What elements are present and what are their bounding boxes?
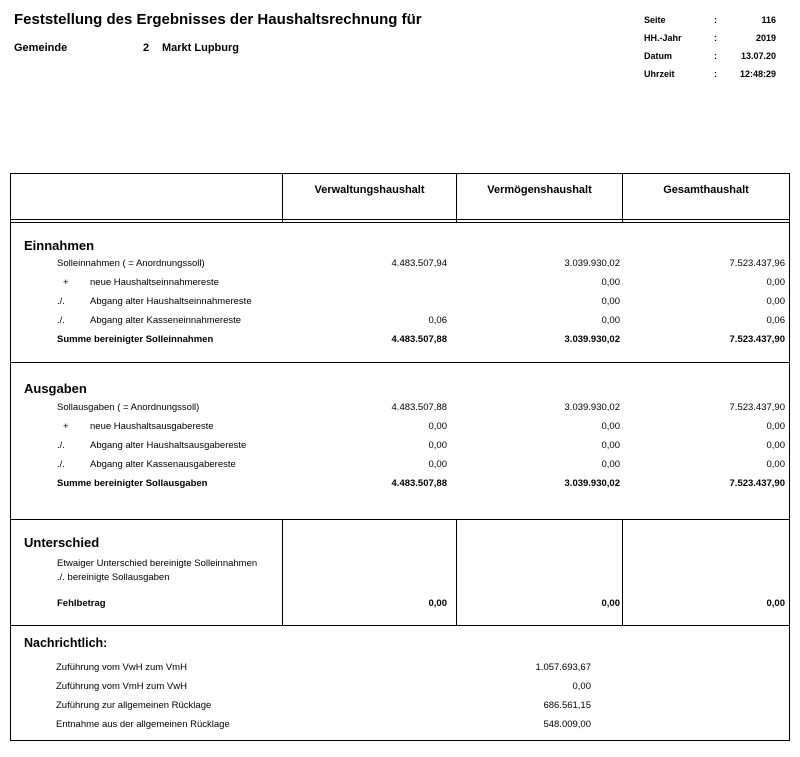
table-row: [10, 296, 790, 312]
meta-sep: :: [714, 51, 717, 61]
list-item: [10, 719, 790, 735]
value-gesamt: 0,06: [766, 315, 785, 326]
gemeinde-number: 2: [143, 42, 150, 54]
value-vermoegen: 0,00: [601, 277, 620, 288]
header-divider-double: [10, 222, 790, 223]
meta-value: 116: [761, 15, 776, 25]
value-verwaltung: 4.483.507,88: [391, 402, 447, 413]
value-verwaltung: 4.483.507,88: [391, 478, 447, 489]
gemeinde-name: Markt Lupburg: [162, 42, 239, 54]
row-value: 0,00: [572, 681, 591, 692]
table-row: [10, 277, 790, 293]
meta-key: HH.-Jahr: [644, 33, 682, 43]
value-verwaltung: 0,00: [428, 598, 447, 609]
table-row: [10, 258, 790, 274]
value-vermoegen: 3.039.930,02: [564, 402, 620, 413]
value-gesamt: 0,00: [766, 440, 785, 451]
row-label: Summe bereinigter Solleinnahmen: [57, 334, 214, 345]
value-vermoegen: 0,00: [601, 459, 620, 470]
section-divider: [10, 519, 790, 520]
table-row: [10, 315, 790, 331]
value-vermoegen: 0,00: [601, 296, 620, 307]
row-operator: ./.: [57, 459, 65, 470]
list-item: [10, 681, 790, 697]
section-divider: [10, 625, 790, 626]
list-item: [10, 662, 790, 678]
meta-seite: [644, 15, 776, 29]
value-gesamt: 0,00: [766, 598, 785, 609]
row-label: Sollausgaben ( = Anordnungssoll): [57, 402, 200, 413]
row-label: Summe bereinigter Sollausgaben: [57, 478, 208, 489]
header-divider: [10, 219, 790, 220]
value-vermoegen: 0,00: [601, 440, 620, 451]
column-divider: [282, 173, 283, 222]
row-label: Fehlbetrag: [57, 598, 106, 609]
meta-value: 12:48:29: [739, 69, 776, 79]
meta-uhrzeit: [644, 69, 776, 83]
value-verwaltung: 4.483.507,88: [391, 334, 447, 345]
section-divider: [10, 362, 790, 363]
row-label: Zuführung vom VmH zum VwH: [56, 681, 187, 692]
value-gesamt: 7.523.437,96: [729, 258, 785, 269]
table-row-fehlbetrag: [10, 598, 790, 614]
row-label: Zuführung vom VwH zum VmH: [56, 662, 187, 673]
value-gesamt: 7.523.437,90: [729, 334, 785, 345]
page-title: Feststellung des Ergebnisses der Haushaltsrechnung für: [14, 11, 422, 28]
row-label: Zuführung zur allgemeinen Rücklage: [56, 700, 212, 711]
value-gesamt: 7.523.437,90: [729, 402, 785, 413]
row-label: Abgang alter Haushaltseinnahmereste: [90, 296, 252, 307]
meta-value: 13.07.20: [740, 51, 776, 61]
list-item: [10, 700, 790, 716]
value-verwaltung: 0,00: [428, 421, 447, 432]
section-title-unterschied: Unterschied: [24, 535, 100, 550]
value-verwaltung: 4.483.507,94: [391, 258, 447, 269]
column-header-vermoegenshaushalt: Vermögenshaushalt: [487, 184, 592, 196]
column-header-verwaltungshaushalt: Verwaltungshaushalt: [314, 184, 425, 196]
row-operator: ./.: [57, 440, 65, 451]
row-label: neue Haushaltsausgabereste: [90, 421, 214, 432]
row-label: Abgang alter Kasseneinnahmereste: [90, 315, 242, 326]
table-row: [10, 402, 790, 418]
meta-sep: :: [714, 15, 717, 25]
row-operator: +: [63, 421, 69, 432]
unterschied-text-line2: ./. bereinigte Sollausgaben: [57, 572, 170, 583]
meta-key: Uhrzeit: [644, 69, 675, 79]
column-divider: [456, 173, 457, 222]
value-verwaltung: 0,00: [428, 459, 447, 470]
value-verwaltung: 0,06: [428, 315, 447, 326]
column-divider: [622, 173, 623, 222]
section-title-einnahmen: Einnahmen: [24, 238, 95, 253]
value-vermoegen: 0,00: [601, 315, 620, 326]
meta-hh-jahr: [644, 33, 776, 47]
row-label: Abgang alter Kassenausgabereste: [90, 459, 236, 470]
section-title-ausgaben: Ausgaben: [24, 381, 87, 396]
value-vermoegen: 0,00: [601, 598, 620, 609]
value-vermoegen: 3.039.930,02: [564, 334, 620, 345]
section-title-nachrichtlich: Nachrichtlich:: [24, 636, 108, 650]
meta-key: Datum: [644, 51, 673, 61]
meta-sep: :: [714, 69, 717, 79]
value-gesamt: 7.523.437,90: [729, 478, 785, 489]
unterschied-text-line1: Etwaiger Unterschied bereinigte Solleinnahmen: [57, 558, 258, 569]
table-row: [10, 459, 790, 475]
value-gesamt: 0,00: [766, 421, 785, 432]
table-row-summe: [10, 334, 790, 350]
row-operator: ./.: [57, 296, 65, 307]
row-label: Entnahme aus der allgemeinen Rücklage: [56, 719, 230, 730]
value-vermoegen: 3.039.930,02: [564, 478, 620, 489]
row-value: 686.561,15: [543, 700, 591, 711]
row-value: 1.057.693,67: [535, 662, 591, 673]
row-label: neue Haushaltseinnahmereste: [90, 277, 219, 288]
table-row-summe: [10, 478, 790, 494]
meta-datum: [644, 51, 776, 65]
value-verwaltung: 0,00: [428, 440, 447, 451]
row-value: 548.009,00: [543, 719, 591, 730]
gemeinde-label: Gemeinde: [14, 42, 68, 54]
value-vermoegen: 0,00: [601, 421, 620, 432]
value-gesamt: 0,00: [766, 277, 785, 288]
row-label: Solleinnahmen ( = Anordnungssoll): [57, 258, 205, 269]
value-gesamt: 0,00: [766, 459, 785, 470]
table-row: [10, 421, 790, 437]
row-label: Abgang alter Haushaltsausgabereste: [90, 440, 247, 451]
column-header-gesamthaushalt: Gesamthaushalt: [663, 184, 749, 196]
value-vermoegen: 3.039.930,02: [564, 258, 620, 269]
table-row: [10, 440, 790, 456]
row-operator: +: [63, 277, 69, 288]
meta-value: 2019: [755, 33, 776, 43]
meta-sep: :: [714, 33, 717, 43]
meta-key: Seite: [644, 15, 666, 25]
row-operator: ./.: [57, 315, 65, 326]
value-gesamt: 0,00: [766, 296, 785, 307]
